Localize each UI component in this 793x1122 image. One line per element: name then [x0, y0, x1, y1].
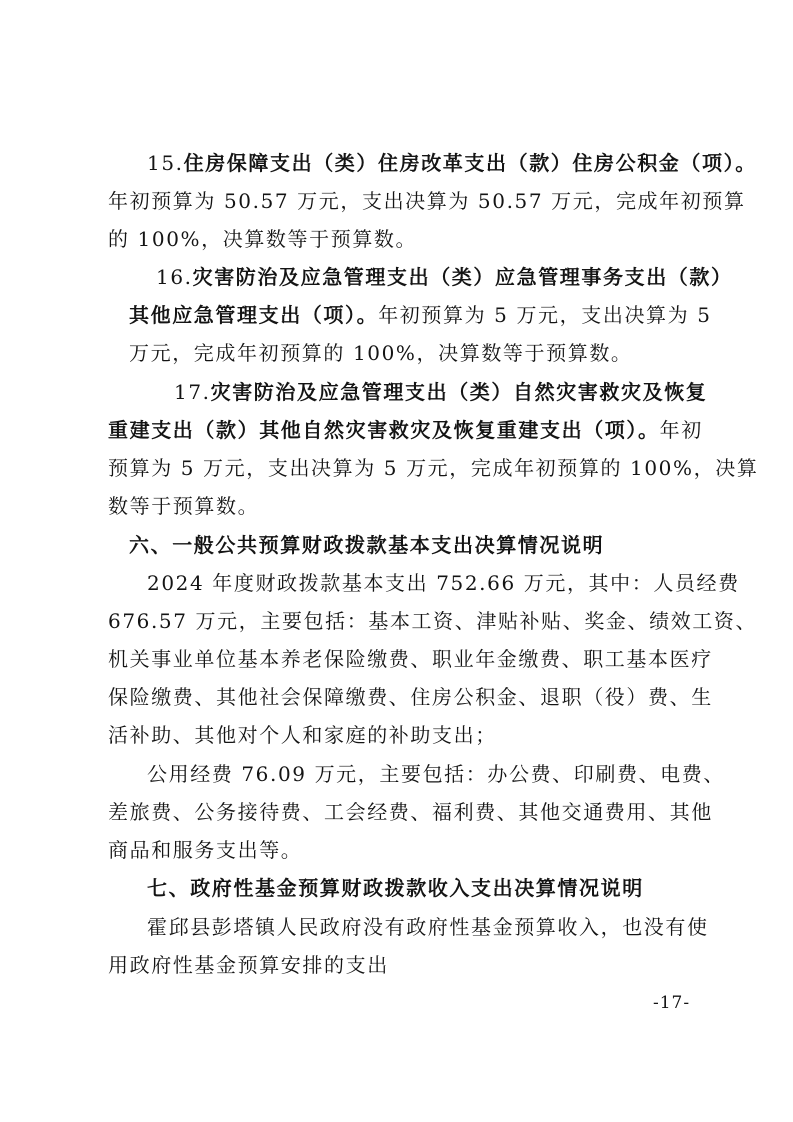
item17-number: 17.: [174, 380, 211, 404]
item17-title-part2: 重建支出（款）其他自然灾害救灾及恢复重建支出（项）。: [108, 418, 660, 442]
section6-para1-line2: 676.57 万元，主要包括：基本工资、津贴补贴、奖金、绩效工资、: [108, 609, 758, 633]
item16-title-part2: 其他应急管理支出（项）。: [129, 303, 379, 327]
item16-title-line1: [156, 264, 733, 290]
section6-para2-line3: 商品和服务支出等。: [108, 838, 303, 862]
section6-para1-line3: 机关事业单位基本养老保险缴费、职业年金缴费、职工基本医疗: [108, 647, 713, 671]
section6-para1-line4: 保险缴费、其他社会保障缴费、住房公积金、退职（役）费、生: [108, 685, 713, 709]
section7-heading: 七、政府性基金预算财政拨款收入支出决算情况说明: [147, 876, 644, 900]
item15-number: 15.: [147, 151, 184, 175]
item16-line2: [129, 302, 712, 328]
item16-line2-rest: 年初预算为 5 万元，支出决算为 5: [378, 303, 712, 327]
item15-title-line: [147, 150, 757, 176]
section7-para-line2: 用政府性基金预算安排的支出: [108, 953, 389, 977]
item17-line2-rest: 年初: [659, 418, 703, 442]
section6-para2-line2: 差旅费、公务接待费、工会经费、福利费、其他交通费用、其他: [108, 800, 713, 824]
item17-line2: [108, 417, 703, 443]
page-number: -17-: [653, 993, 691, 1013]
item15-line2: 年初预算为 50.57 万元，支出决算为 50.57 万元，完成年初预算: [108, 189, 746, 213]
item17-line4: 数等于预算数。: [108, 494, 260, 518]
section7-para-line1: 霍邱县彭塔镇人民政府没有政府性基金预算收入，也没有使: [147, 915, 709, 939]
item17-title-line1: [174, 379, 708, 405]
item16-title-part1: 灾害防治及应急管理支出（类）应急管理事务支出（款）: [192, 265, 733, 289]
section6-heading: 六、一般公共预算财政拨款基本支出决算情况说明: [129, 533, 605, 557]
item15-title: 住房保障支出（类）住房改革支出（款）住房公积金（项）。: [183, 151, 757, 175]
item15-line3: 的 100%，决算数等于预算数。: [108, 227, 418, 251]
item16-number: 16.: [156, 265, 193, 289]
section6-para1-line5: 活补助、其他对个人和家庭的补助支出；: [108, 723, 497, 747]
section6-para1-line1: 2024 年度财政拨款基本支出 752.66 万元，其中：人员经费: [147, 571, 740, 595]
item17-line3: 预算为 5 万元，支出决算为 5 万元，完成年初预算的 100%，决算: [108, 456, 759, 480]
item16-line3: 万元，完成年初预算的 100%，决算数等于预算数。: [129, 341, 633, 365]
section6-para2-line1: 公用经费 76.09 万元，主要包括：办公费、印刷费、电费、: [147, 762, 725, 786]
item17-title-part1: 灾害防治及应急管理支出（类）自然灾害救灾及恢复: [210, 380, 708, 404]
